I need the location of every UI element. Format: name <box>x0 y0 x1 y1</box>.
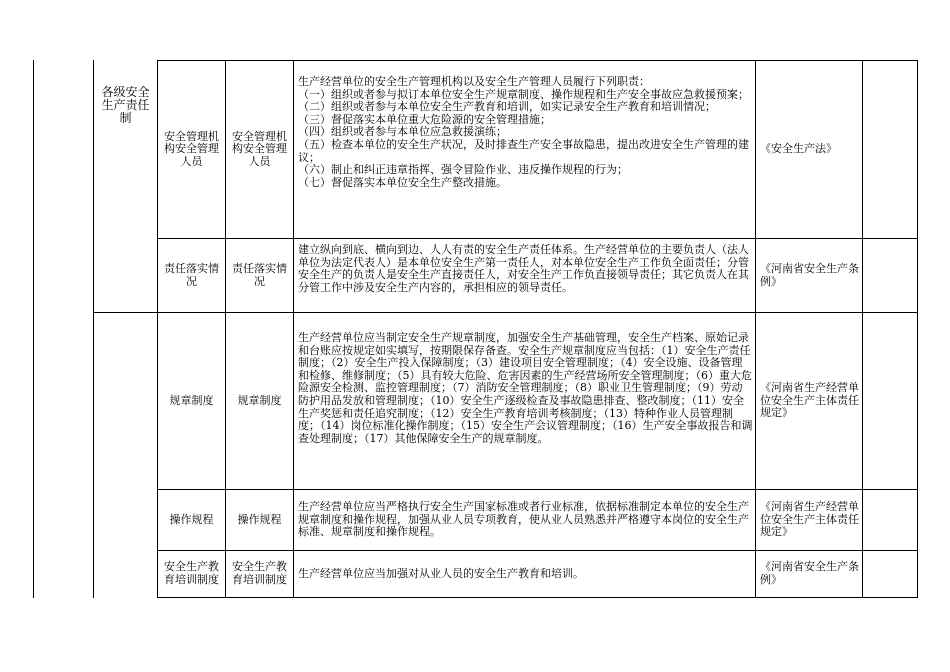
basis-cell: 《河南省安全生产条例》 <box>760 560 859 586</box>
column-divider-2 <box>157 60 158 598</box>
subitem-cell: 安全生产教育培训制度 <box>232 560 287 586</box>
bottom-border <box>157 597 918 598</box>
subitem-cell: 安全管理机构安全管理人员 <box>232 129 287 168</box>
basis-cell: 《河南省生产经营单位安全生产主体责任规定》 <box>760 381 859 420</box>
left-outer-border <box>33 60 34 598</box>
subitem-cell: 规章制度 <box>237 393 282 407</box>
item-cell: 安全生产教育培训制度 <box>164 560 219 586</box>
content-cell: 建立纵向到底、横向到边、人人有责的安全生产责任体系。生产经营单位的主要负责人（法人单位为法定代表人）是本单位安全生产第一责任人，对本单位安全生产工作负全面责任；分管安全生产的负责人是安全生产直接责任人，对安全生产工作负直接领导责任；其它负责人在其分管工作中涉及安全生产内容的，承担相应的领导责任。 <box>298 243 749 294</box>
subitem-cell: 责任落实情况 <box>232 261 287 288</box>
item-cell: 操作规程 <box>169 512 214 526</box>
content-cell: 生产经营单位应当加强对从业人员的安全生产教育和培训。 <box>298 566 584 580</box>
basis-cell: 《河南省生产经营单位安全生产主体责任规定》 <box>760 500 859 539</box>
item-cell: 责任落实情况 <box>164 261 219 288</box>
column-divider-4 <box>293 60 294 598</box>
subitem-cell: 操作规程 <box>237 512 282 526</box>
content-cell: 生产经营单位的安全生产管理机构以及安全生产管理人员履行下列职责： （一）组织或者参与拟订本单位安全生产规章制度、操作规程和生产安全事故应急救援预案； （二）组织或者参与本单位安全生产教育和培训，如实记录安全生产教育和培训情况； （三）督促落实本单位重大危险源的安全管理措施； （四）组织或者参与本单位应急救援演练； （五）检查本单位的安全生产状况，及时排查生产安全事故隐患，提出改进安全生产管理的建议； （六）制止和纠正违章指挥、强令冒险作业、违反操作规程的行为； （七）督促落实本单位安全生产整改措施。 <box>298 75 749 189</box>
item-cell: 安全管理机构安全管理人员 <box>164 129 219 168</box>
column-divider-3 <box>225 60 226 598</box>
group-title: 各级安全生产责任制 <box>101 85 150 125</box>
item-cell: 规章制度 <box>169 393 214 407</box>
column-divider-5 <box>755 60 756 598</box>
content-cell: 生产经营单位应当制定安全生产规章制度，加强安全生产基础管理，安全生产档案、原始记录和台账应按规定如实填写，按期限保存备查。安全生产规章制度应当包括：（1）安全生产责任制度；（2）安全生产投入保障制度；（3）建设项目安全管理制度；（4）安全设施、设备管理和检修、维修制度；（5）具有较大危险、危害因素的生产经营场所安全管理制度；（6）重大危险源安全检测、监控管理制度；（7）消防安全管理制度；（8）职业卫生管理制度；（9）劳动防护用品发放和管理制度；（10）安全生产逐级检查及事故隐患排查、整改制度；（11）安全生产奖惩和责任追究制度；（12）安全生产教育培训考核制度；（13）特种作业人员管理制度；（14）岗位标准化操作制度；（15）安全生产会议管理制度；（16）生产安全事故报告和调查处理制度；（17）其他保障安全生产的规章制度。 <box>298 331 753 445</box>
basis-cell: 《河南省安全生产条例》 <box>760 261 859 288</box>
column-divider-6 <box>862 60 863 598</box>
basis-cell: 《安全生产法》 <box>760 142 837 156</box>
content-cell: 生产经营单位应当严格执行安全生产国家标准或者行业标准，依据标准制定本单位的安全生产规章制度和操作规程，加强从业人员专项教育，使从业人员熟悉并严格遵守本岗位的安全生产标准、规章制度和操作规程。 <box>298 500 749 539</box>
group-title <box>94 313 157 597</box>
right-outer-border <box>917 60 918 598</box>
